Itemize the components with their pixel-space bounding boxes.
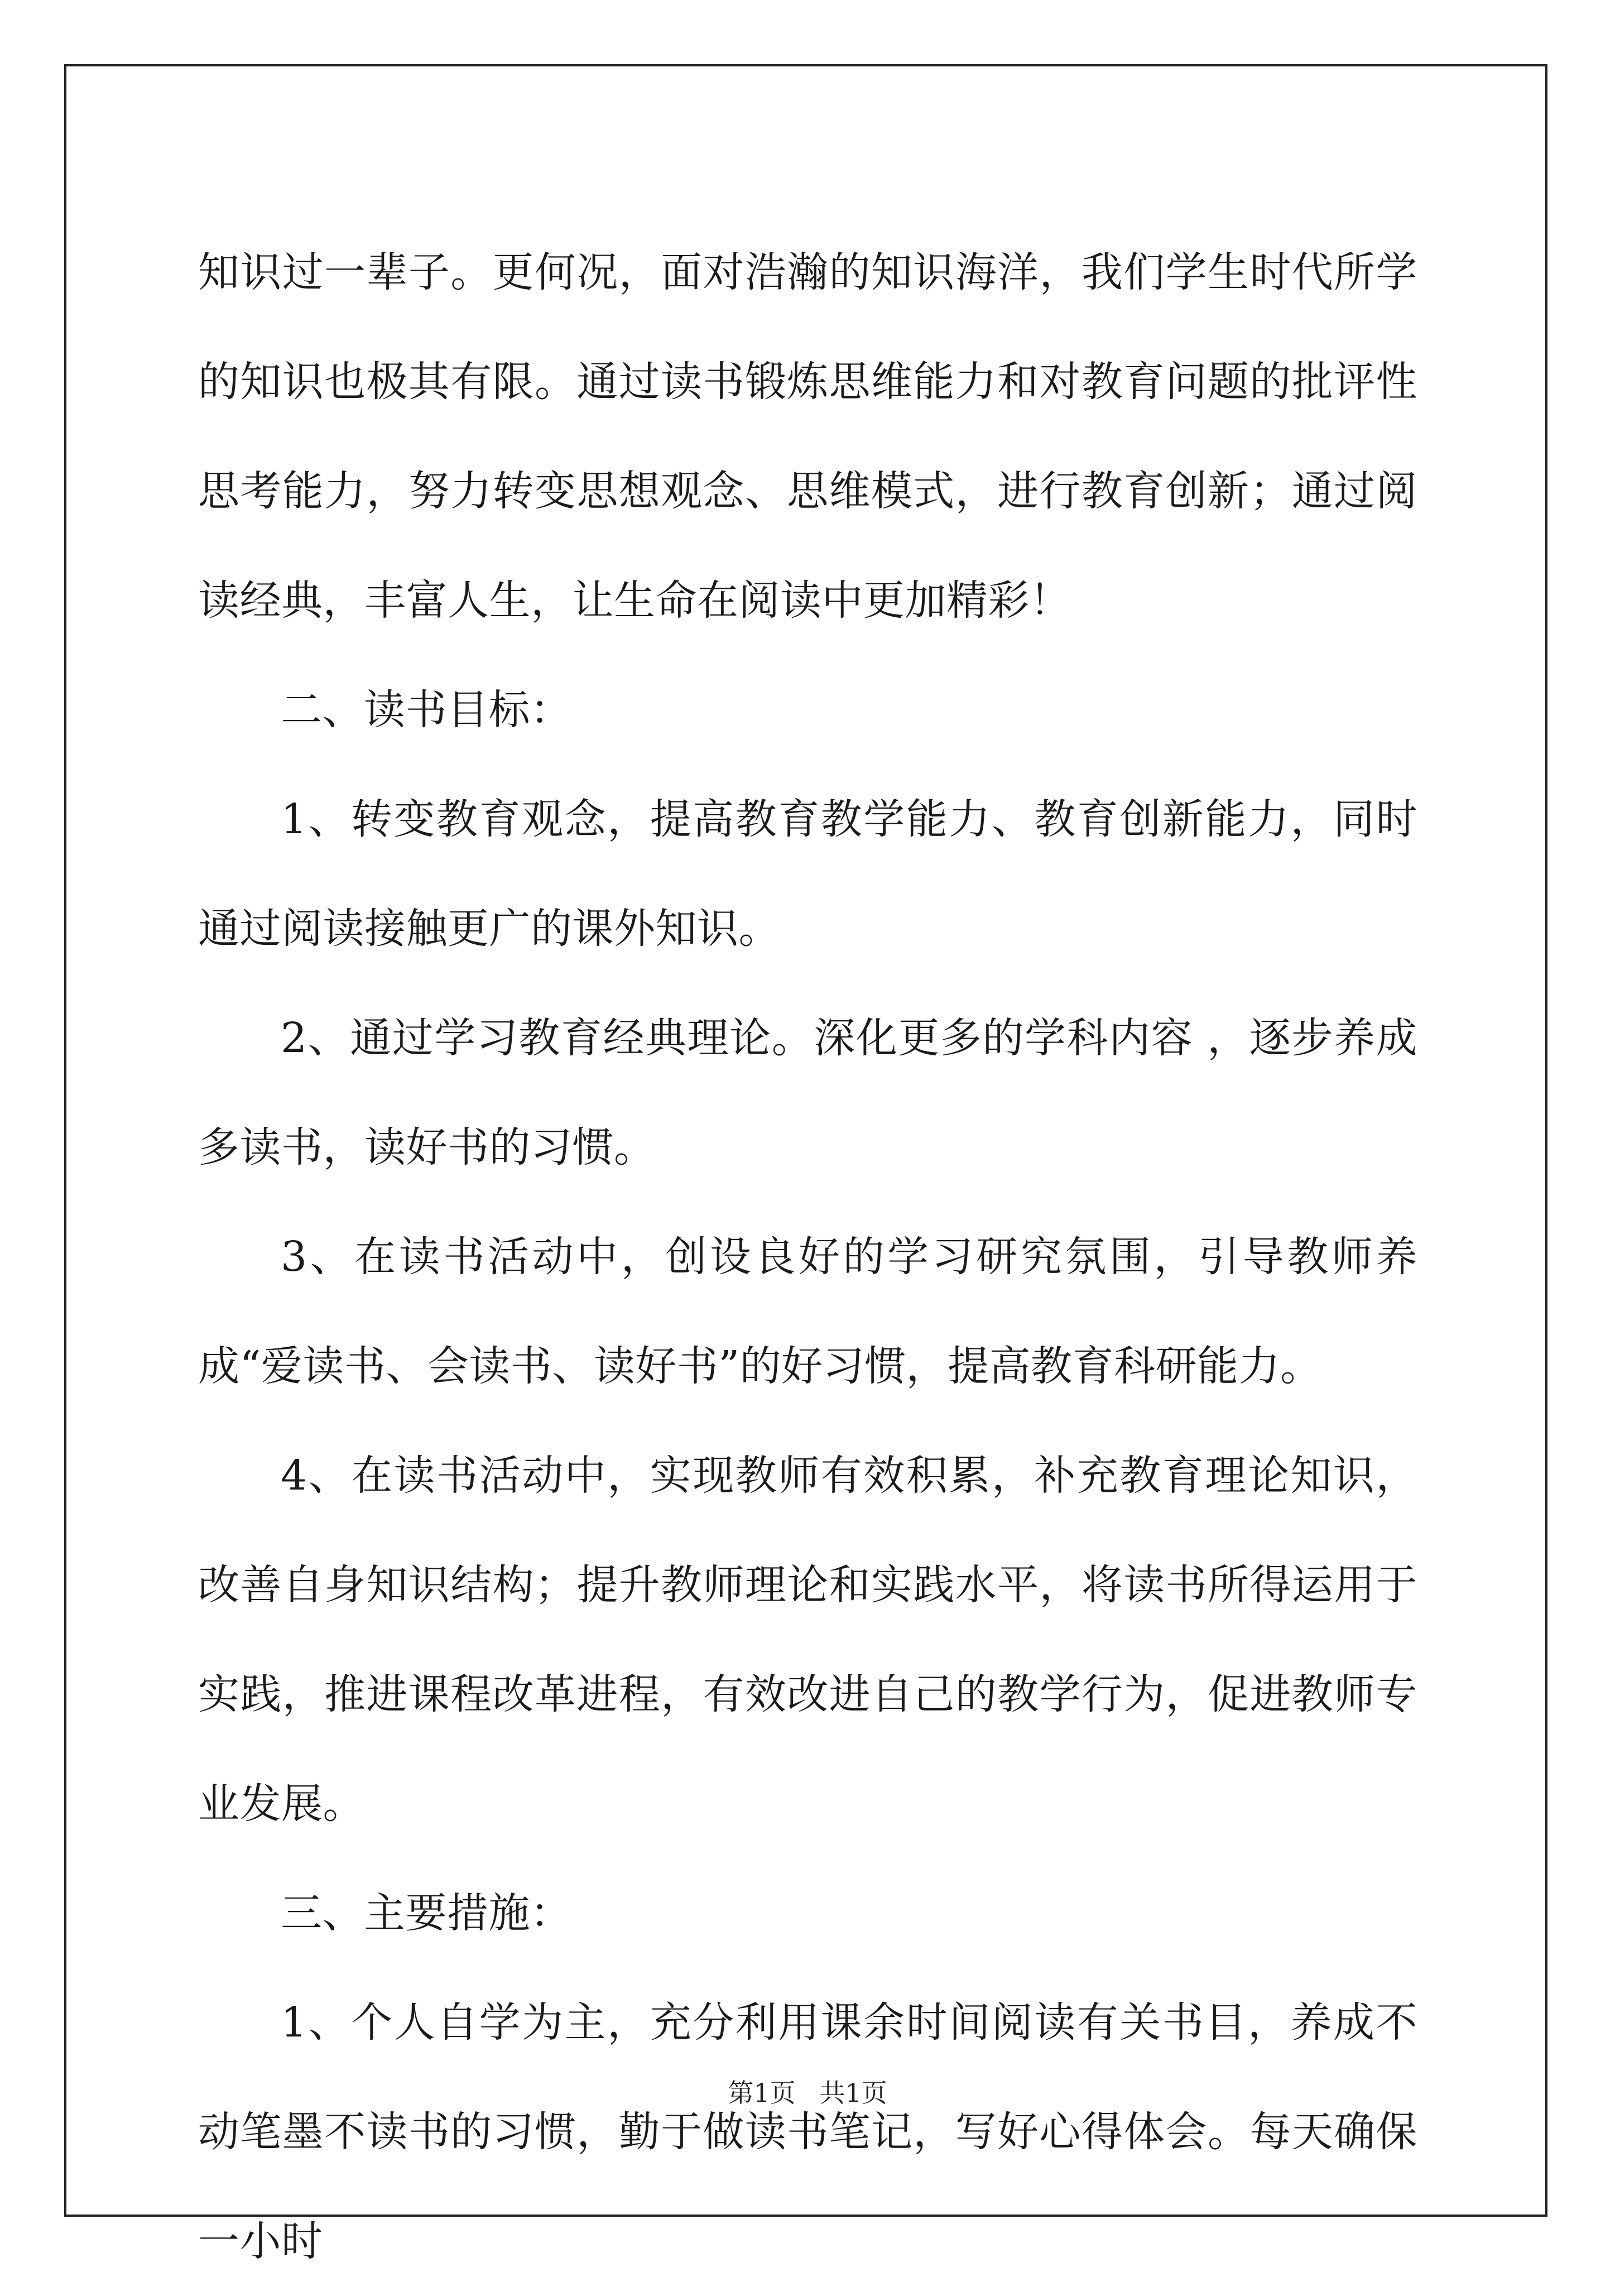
document-body xyxy=(198,218,1417,2296)
page-number-total: 共1页 xyxy=(819,2078,887,2108)
paragraph-measure-1: 1、个人自学为主，充分利用课余时间阅读有关书目，养成不动笔墨不读书的习惯，勤于做读书笔记，写好心得体会。每天确保一小时 xyxy=(198,1999,1417,2265)
heading-reading-goals: 二、读书目标： xyxy=(281,686,572,734)
heading-main-measures: 三、主要措施： xyxy=(281,1889,572,1937)
paragraph-1: 知识过一辈子。更何况，面对浩瀚的知识海洋，我们学生时代所学的知识也极其有限。通过读书锻炼思维能力和对教育问题的批评性思考能力，努力转变思想观念、思维模式，进行教育创新；通过阅读经典，丰富人生，让生命在阅读中更加精彩！ xyxy=(198,248,1417,625)
paragraph-goal-4: 4、在读书活动中，实现教师有效积累，补充教育理论知识，改善自身知识结构；提升教师理论和实践水平，将读书所得运用于实践，推进课程改革进程，有效改进自己的教学行为，促进教师专业发展。 xyxy=(198,1452,1417,1828)
page-number-current: 第1页 xyxy=(728,2078,796,2108)
page-footer xyxy=(0,2076,1615,2110)
paragraph-goal-1: 1、转变教育观念，提高教育教学能力、教育创新能力，同时通过阅读接触更广的课外知识。 xyxy=(198,795,1417,953)
paragraph-goal-2: 2、通过学习教育经典理论。深化更多的学科内容 ，逐步养成多读书，读好书的习惯。 xyxy=(198,1014,1417,1171)
paragraph-goal-3: 3、在读书活动中，创设良好的学习研究氛围，引导教师养成“爱读书、会读书、读好书”的好习惯，提高教育科研能力。 xyxy=(198,1233,1417,1390)
